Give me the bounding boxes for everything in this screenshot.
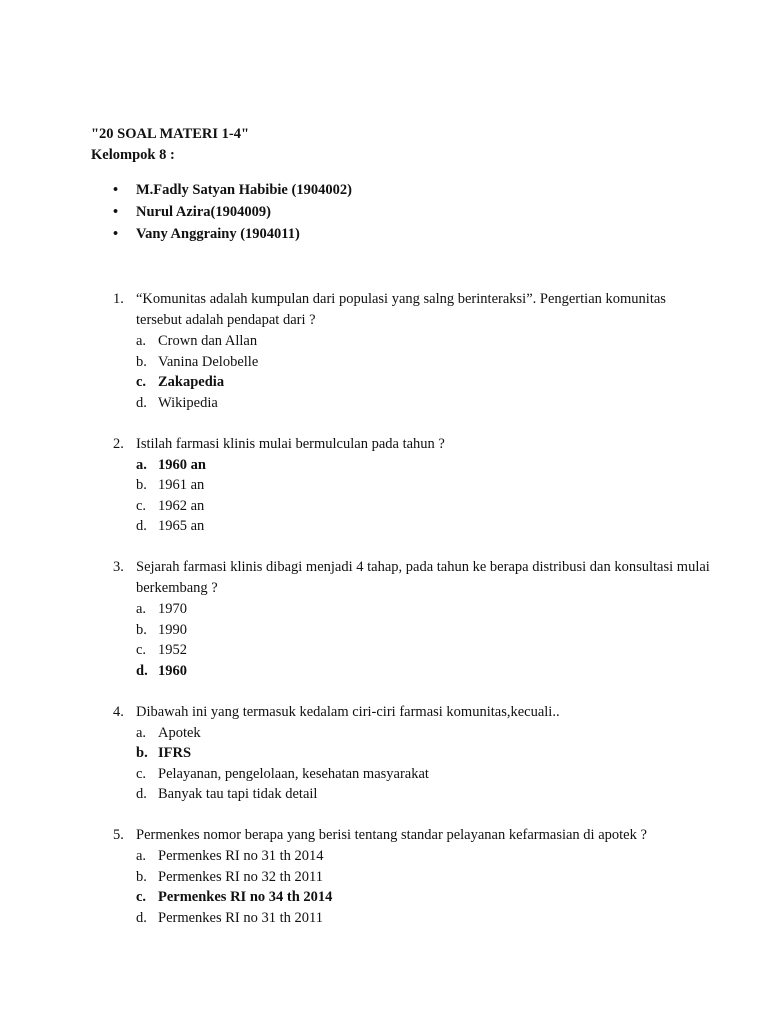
answer-option (136, 640, 713, 661)
option-list (113, 723, 713, 805)
member-item (113, 223, 352, 245)
question-item (113, 825, 713, 928)
answer-option (136, 496, 713, 517)
option-text: 1952 (158, 642, 187, 658)
answer-option (136, 620, 713, 641)
option-text: Banyak tau tapi tidak detail (158, 786, 318, 802)
document-header (91, 124, 249, 166)
option-list (113, 455, 713, 537)
option-letter: a. (136, 456, 147, 473)
question-text: Permenkes nomor berapa yang berisi tentang standar pelayanan kefarmasian di apotek ? (136, 827, 647, 843)
question-number: 2. (113, 435, 124, 452)
option-text: 1960 an (158, 456, 206, 473)
option-letter: d. (136, 786, 147, 802)
member-item (113, 179, 352, 201)
answer-option (136, 908, 713, 929)
question-text: “Komunitas adalah kumpulan dari populasi yang salng berinteraksi”. Pengertian komunitas tersebut adalah pendapat dari ? (136, 291, 666, 328)
answer-option (136, 867, 713, 888)
option-text: 1962 an (158, 497, 205, 514)
question-item (113, 557, 713, 681)
question-list (113, 289, 713, 949)
question-text: Dibawah ini yang termasuk kedalam ciri-ciri farmasi komunitas,kecuali.. (136, 703, 560, 720)
option-text: Vanina Delobelle (158, 353, 259, 370)
bullet-icon: • (113, 182, 119, 198)
option-letter: d. (136, 518, 147, 534)
question-number: 1. (113, 291, 124, 307)
option-list (113, 846, 713, 928)
option-text: Apotek (158, 724, 201, 741)
option-letter: c. (136, 642, 147, 658)
option-letter: a. (136, 848, 147, 864)
option-text: Zakapedia (158, 374, 225, 390)
option-list (113, 599, 713, 681)
option-text: Wikipedia (158, 394, 218, 411)
answer-option-correct (136, 887, 713, 908)
option-text: 1965 an (158, 518, 205, 534)
document-title: "20 SOAL MATERI 1-4" (91, 126, 250, 142)
answer-option-correct (136, 372, 713, 393)
question-item (113, 289, 713, 413)
option-text: 1970 (158, 601, 187, 617)
answer-option (136, 352, 713, 373)
option-letter: d. (136, 662, 148, 679)
option-letter: b. (136, 477, 147, 493)
option-letter: c. (136, 765, 147, 782)
member-item (113, 201, 352, 223)
option-text: Permenkes RI no 31 th 2011 (158, 909, 323, 926)
group-label: Kelompok 8 : (91, 147, 175, 163)
option-text: Crown dan Allan (158, 333, 258, 349)
question-item (113, 434, 713, 537)
answer-option (136, 846, 713, 867)
question-text-block (113, 702, 713, 723)
answer-option-correct (136, 455, 713, 476)
question-text-block (113, 434, 713, 455)
option-text: IFRS (158, 745, 192, 761)
answer-option (136, 784, 713, 805)
option-letter: c. (136, 889, 147, 905)
question-number: 5. (113, 827, 124, 843)
question-text: Istilah farmasi klinis mulai bermulculan pada tahun ? (136, 435, 445, 452)
option-text: 1961 an (158, 477, 205, 493)
answer-option-correct (136, 743, 713, 764)
answer-option (136, 393, 713, 414)
option-text: Permenkes RI no 32 th 2011 (158, 868, 323, 885)
option-list (113, 331, 713, 413)
option-letter: d. (136, 909, 147, 926)
option-text: Permenkes RI no 31 th 2014 (158, 848, 324, 864)
answer-option (136, 516, 713, 537)
question-number: 4. (113, 703, 124, 720)
question-number: 3. (113, 559, 124, 575)
option-text: 1960 (158, 662, 187, 679)
bullet-icon: • (113, 204, 119, 220)
option-letter: a. (136, 601, 147, 617)
answer-option (136, 331, 713, 352)
option-letter: b. (136, 745, 148, 761)
option-letter: b. (136, 868, 147, 885)
answer-option (136, 723, 713, 744)
answer-option-correct (136, 661, 713, 682)
option-text: Permenkes RI no 34 th 2014 (158, 889, 333, 905)
option-letter: a. (136, 724, 147, 741)
bullet-icon: • (113, 226, 119, 242)
option-letter: b. (136, 353, 147, 370)
question-text-block (113, 289, 713, 331)
member-name: Vany Anggrainy (1904011) (136, 226, 300, 242)
member-list (113, 179, 352, 245)
member-name: Nurul Azira(1904009) (136, 204, 271, 220)
question-text: Sejarah farmasi klinis dibagi menjadi 4 tahap, pada tahun ke berapa distribusi dan konsultasi mulai berkembang ? (136, 559, 710, 596)
answer-option (136, 599, 713, 620)
option-letter: c. (136, 374, 147, 390)
answer-option (136, 764, 713, 785)
option-letter: d. (136, 394, 147, 411)
option-letter: c. (136, 497, 147, 514)
option-text: 1990 (158, 621, 187, 638)
member-name: M.Fadly Satyan Habibie (1904002) (136, 182, 352, 198)
answer-option (136, 475, 713, 496)
option-text: Pelayanan, pengelolaan, kesehatan masyarakat (158, 765, 429, 782)
option-letter: b. (136, 621, 147, 638)
question-item (113, 702, 713, 805)
question-text-block (113, 557, 713, 599)
option-letter: a. (136, 333, 147, 349)
question-text-block (113, 825, 713, 846)
